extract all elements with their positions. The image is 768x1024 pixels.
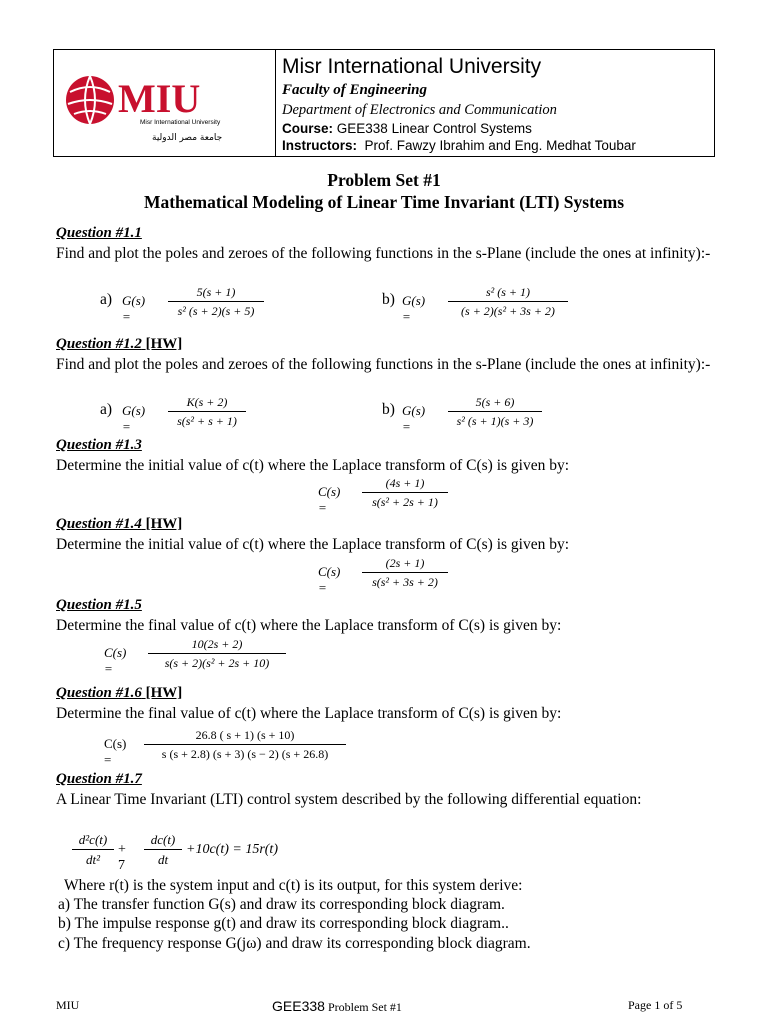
svg-text:Misr International University: Misr International University (140, 119, 221, 126)
page-title: Problem Set #1 (327, 170, 441, 190)
question-text: Find and plot the poles and zeroes of the following functions in the s-Plane (include the ones at infinity):- (56, 356, 711, 373)
footer-left: MIU (56, 998, 80, 1012)
list-item: b) The impulse response g(t) and draw its corresponding block diagram.. (58, 915, 509, 932)
department-name: Department of Electronics and Communication (282, 102, 557, 118)
svg-text:جامعة مصر الدولية: جامعة مصر الدولية (152, 133, 223, 143)
course-line: Course: GEE338 Linear Control Systems (282, 121, 532, 136)
question-heading: Question #1.3 (56, 437, 142, 453)
question-heading: Question #1.7 (56, 771, 142, 787)
miu-logo (60, 60, 270, 150)
question-heading: Question #1.2 [HW] (56, 336, 183, 352)
list-item: a) The transfer function G(s) and draw its corresponding block diagram. (58, 896, 505, 913)
instructors-line: Instructors: Prof. Fawzy Ibrahim and Eng. Medhat Toubar (282, 138, 636, 153)
footer-center: GEE338 Problem Set #1 (272, 998, 402, 1014)
header-box (53, 49, 715, 157)
question-text: A Linear Time Invariant (LTI) control system described by the following differential equation: (56, 791, 642, 808)
question-heading: Question #1.5 (56, 597, 142, 613)
question-heading: Question #1.6 [HW] (56, 685, 183, 701)
svg-text:MIU: MIU (118, 76, 201, 121)
question-text: Determine the final value of c(t) where the Laplace transform of C(s) is given by: (56, 617, 562, 634)
faculty-name: Faculty of Engineering (282, 82, 428, 98)
question-text: Determine the final value of c(t) where the Laplace transform of C(s) is given by: (56, 705, 562, 722)
question-heading: Question #1.1 (56, 225, 142, 241)
question-text: Find and plot the poles and zeroes of the following functions in the s-Plane (include the ones at infinity):- (56, 245, 711, 262)
university-name: Misr International University (282, 55, 542, 78)
list-item: c) The frequency response G(jω) and draw its corresponding block diagram. (58, 935, 531, 952)
question-heading: Question #1.4 [HW] (56, 516, 183, 532)
question-text: Determine the initial value of c(t) where the Laplace transform of C(s) is given by: (56, 536, 570, 553)
footer-page-number: Page 1 of 5 (628, 998, 683, 1012)
header-divider (275, 50, 276, 156)
question-text: Where r(t) is the system input and c(t) is its output, for this system derive: (64, 877, 523, 894)
page-subtitle: Mathematical Modeling of Linear Time Invariant (LTI) Systems (143, 192, 625, 212)
question-text: Determine the initial value of c(t) where the Laplace transform of C(s) is given by: (56, 457, 570, 474)
